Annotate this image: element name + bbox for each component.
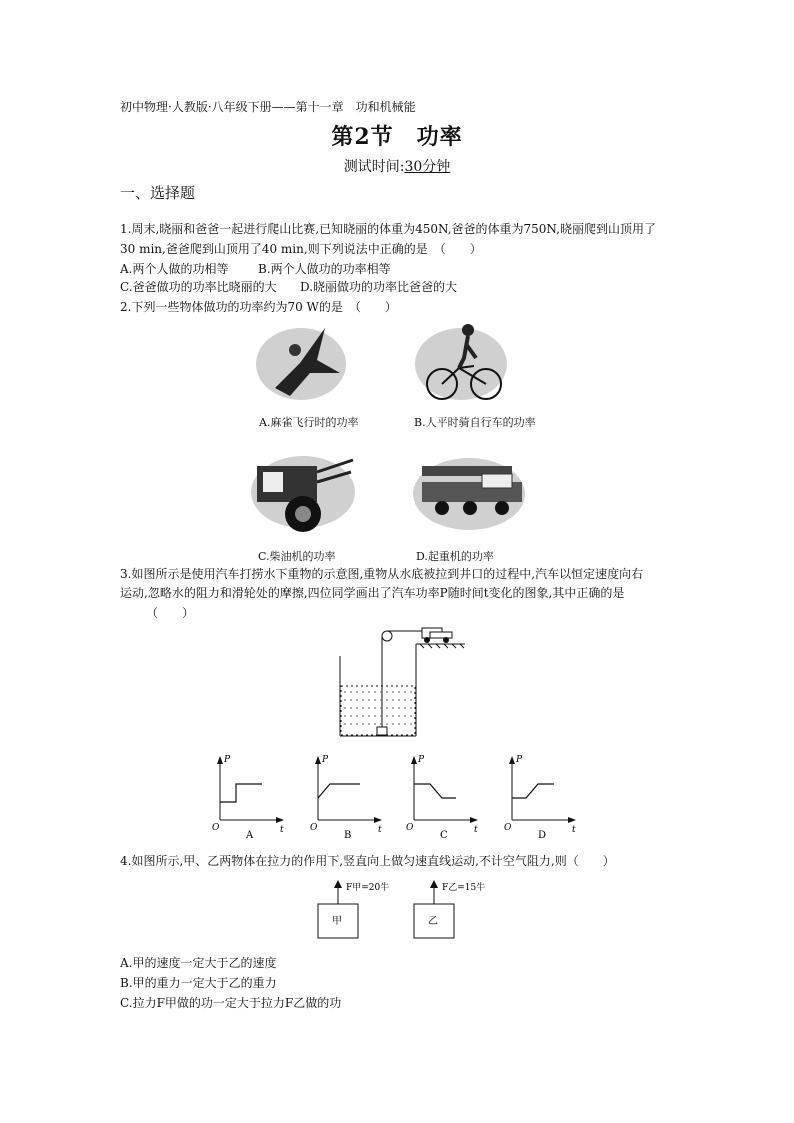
graph-axis-p: P bbox=[418, 755, 425, 765]
q2-caption-c: C.柴油机的功率 bbox=[258, 550, 336, 563]
q2-line1: 2.下列一些物体做功的功率约为70 W的是 （ ） bbox=[120, 300, 397, 314]
q4-option-c: C.拉力F甲做的功一定大于拉力F乙做的功 bbox=[120, 996, 342, 1010]
q2-caption-b: B.人平时骑自行车的功率 bbox=[414, 416, 536, 429]
graph-axis-t: t bbox=[572, 825, 576, 835]
test-time bbox=[0, 156, 794, 176]
graph-origin: O bbox=[212, 823, 220, 833]
test-time-value: 30分钟 bbox=[404, 159, 451, 175]
q3-line1: 3.如图所示是使用汽车打捞水下重物的示意图,重物从水底被拉到井口的过程中,汽车以恒定速度向右 bbox=[120, 567, 644, 581]
graph-curve bbox=[318, 784, 360, 798]
graph-origin: O bbox=[310, 823, 318, 833]
cyclist-image bbox=[414, 318, 508, 404]
graph-label: A bbox=[246, 830, 254, 841]
graph-axis-t: t bbox=[378, 825, 382, 835]
box-yi-label: 乙 bbox=[428, 916, 438, 927]
graph-label: B bbox=[344, 830, 352, 841]
q1-option-c: C.爸爸做功的功率比晓丽的大 bbox=[120, 280, 277, 294]
graph-c bbox=[404, 752, 484, 842]
graph-b bbox=[308, 752, 388, 842]
graph-y-arrow bbox=[411, 756, 417, 764]
q1-option-a: A.两个人做的功相等 bbox=[120, 262, 229, 276]
q4-line1: 4.如图所示,甲、乙两物体在拉力的作用下,竖直向上做匀速直线运动,不计空气阻力,则（ ） bbox=[120, 854, 615, 868]
q4-option-b: B.甲的重力一定大于乙的重力 bbox=[120, 976, 277, 990]
graph-d bbox=[502, 752, 582, 842]
q1-line2: 30 min,爸爸爬到山顶用了40 min,则下列说法中正确的是 （ ） bbox=[120, 242, 482, 256]
force-diagram bbox=[310, 876, 486, 944]
graph-a bbox=[210, 752, 290, 842]
well-pulley-diagram bbox=[330, 626, 475, 744]
graph-y-arrow bbox=[509, 756, 515, 764]
graph-x-arrow bbox=[374, 817, 382, 823]
graph-origin: O bbox=[406, 823, 414, 833]
graph-label: D bbox=[538, 830, 547, 841]
graph-axis-p: P bbox=[322, 755, 329, 765]
q1-option-d: D.晓丽做功的功率比爸爸的大 bbox=[300, 280, 458, 294]
graph-x-arrow bbox=[276, 817, 284, 823]
q3-line2: 运动,忽略水的阻力和滑轮处的摩擦,四位同学画出了汽车功率P随时间t变化的图象,其中正确的是 bbox=[120, 586, 625, 600]
graph-y-arrow bbox=[217, 756, 223, 764]
graph-label: C bbox=[440, 830, 448, 841]
test-time-label: 测试时间: bbox=[343, 159, 405, 175]
graph-origin: O bbox=[504, 823, 512, 833]
diesel-engine-image bbox=[243, 452, 357, 538]
q1-line1: 1.周末,晓丽和爸爸一起进行爬山比赛,已知晓丽的体重为450N,爸爸的体重为750N,晓丽爬到山顶用了 bbox=[120, 222, 656, 236]
graph-axis-t: t bbox=[474, 825, 478, 835]
graph-y-arrow bbox=[315, 756, 321, 764]
graph-axis-t: t bbox=[280, 825, 284, 835]
section-heading: 一、选择题 bbox=[120, 184, 196, 202]
box-jia-label: 甲 bbox=[332, 916, 342, 927]
graph-x-arrow bbox=[568, 817, 576, 823]
graph-axis-p: P bbox=[516, 755, 523, 765]
q2-caption-d: D.起重机的功率 bbox=[416, 550, 494, 563]
crane-image bbox=[412, 452, 526, 538]
q3-line3: （ ） bbox=[146, 606, 195, 620]
q1-option-b: B.两个人做功的功率相等 bbox=[258, 262, 391, 276]
q4-option-a: A.甲的速度一定大于乙的速度 bbox=[120, 956, 277, 970]
force-jia-label: F甲=20牛 bbox=[346, 883, 390, 893]
doc-header: 初中物理·人教版·八年级下册——第十一章 功和机械能 bbox=[120, 100, 416, 114]
graph-axis-p: P bbox=[224, 755, 231, 765]
sparrow-image bbox=[255, 318, 347, 404]
graph-x-arrow bbox=[470, 817, 478, 823]
graph-curve bbox=[220, 784, 262, 802]
graph-curve bbox=[414, 784, 456, 798]
force-yi-label: F乙=15牛 bbox=[442, 883, 486, 893]
q2-caption-a: A.麻雀飞行时的功率 bbox=[259, 416, 359, 429]
graph-curve bbox=[512, 784, 554, 798]
page-title: 第2节 功率 bbox=[331, 124, 463, 150]
